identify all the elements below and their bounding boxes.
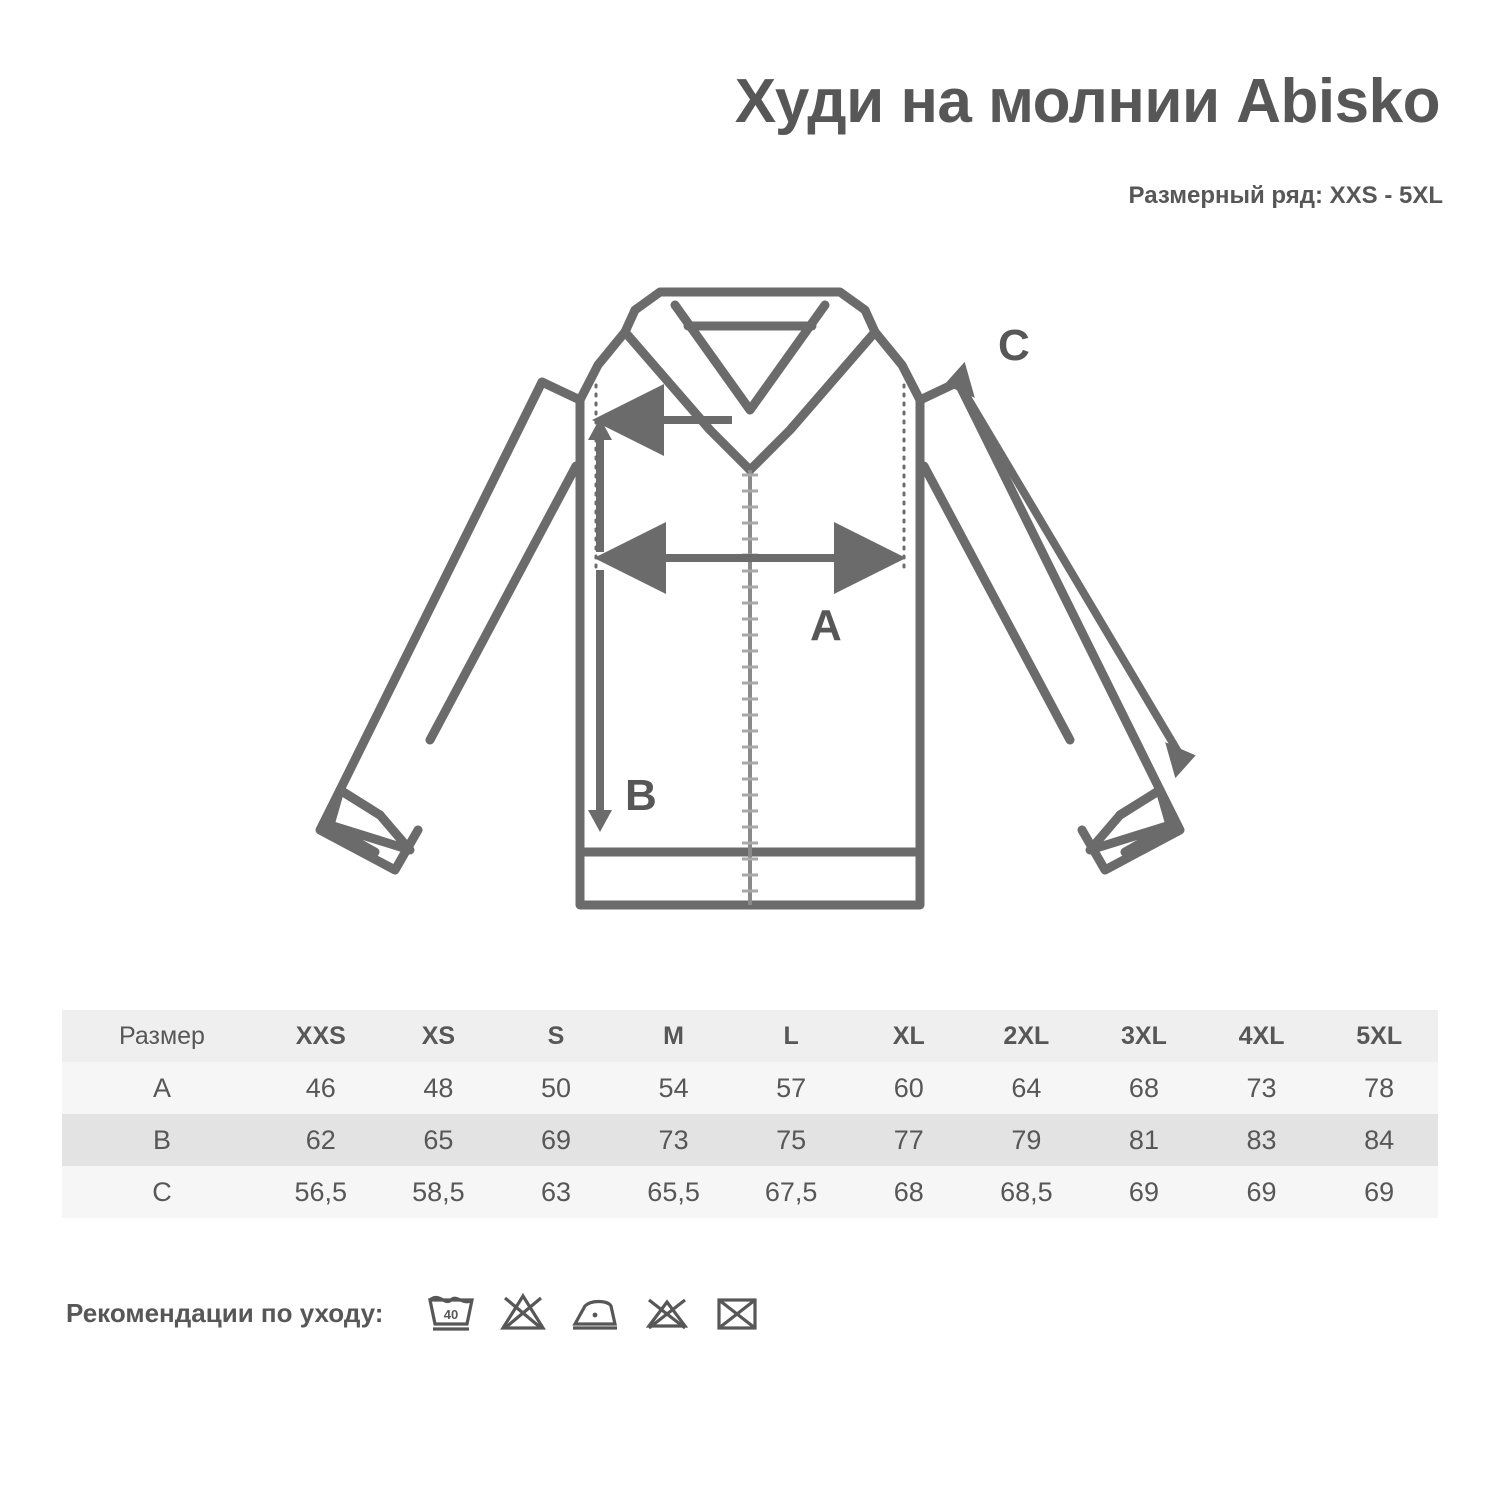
cell-a-2xl: 64 xyxy=(968,1062,1086,1114)
cell-b-xxs: 62 xyxy=(262,1114,380,1166)
care-label: Рекомендации по уходу: xyxy=(66,1297,384,1328)
header-cell-xl: XL xyxy=(850,1010,968,1062)
cell-a-4xl: 73 xyxy=(1203,1062,1321,1114)
row-label-c: C xyxy=(62,1166,262,1218)
cell-a-l: 57 xyxy=(732,1062,850,1114)
cell-c-xs: 58,5 xyxy=(380,1166,498,1218)
cell-a-xxs: 46 xyxy=(262,1062,380,1114)
cell-a-xl: 60 xyxy=(850,1062,968,1114)
care-instructions xyxy=(66,1290,761,1336)
label-a: A xyxy=(810,601,842,650)
table-row xyxy=(62,1166,1438,1218)
cell-c-xl: 68 xyxy=(850,1166,968,1218)
header-cell-2xl: 2XL xyxy=(968,1010,1086,1062)
size-range-subtitle: Размерный ряд: XXS - 5XL xyxy=(1128,182,1443,209)
cell-c-l: 67,5 xyxy=(732,1166,850,1218)
cell-b-4xl: 83 xyxy=(1203,1114,1321,1166)
cell-c-3xl: 69 xyxy=(1085,1166,1203,1218)
page-title: Худи на молнии Abisko xyxy=(734,67,1440,136)
header-cell-m: M xyxy=(615,1010,733,1062)
table-row xyxy=(62,1062,1438,1114)
cell-a-5xl: 78 xyxy=(1320,1062,1438,1114)
row-label-a: A xyxy=(62,1062,262,1114)
cell-b-3xl: 81 xyxy=(1085,1114,1203,1166)
no-bleach-icon xyxy=(499,1290,547,1336)
table-header-row xyxy=(62,1010,1438,1062)
no-dry-clean-icon xyxy=(713,1290,761,1336)
cell-a-m: 54 xyxy=(615,1062,733,1114)
cell-c-m: 65,5 xyxy=(615,1166,733,1218)
cell-c-4xl: 69 xyxy=(1203,1166,1321,1218)
cell-b-m: 73 xyxy=(615,1114,733,1166)
header-cell-l: L xyxy=(732,1010,850,1062)
cell-a-s: 50 xyxy=(497,1062,615,1114)
header-cell-4xl: 4XL xyxy=(1203,1010,1321,1062)
wash-temp-text: 40 xyxy=(444,1307,459,1322)
cell-c-5xl: 69 xyxy=(1320,1166,1438,1218)
size-table-wrapper xyxy=(62,1010,1438,1218)
cell-c-xxs: 56,5 xyxy=(262,1166,380,1218)
header-cell-size: Размер xyxy=(62,1010,262,1062)
header-cell-3xl: 3XL xyxy=(1085,1010,1203,1062)
hoodie-diagram xyxy=(280,270,1240,930)
label-c: C xyxy=(998,321,1030,370)
cell-b-xs: 65 xyxy=(380,1114,498,1166)
header-cell-xs: XS xyxy=(380,1010,498,1062)
cell-b-2xl: 79 xyxy=(968,1114,1086,1166)
size-table xyxy=(62,1010,1438,1218)
iron-low-icon xyxy=(569,1290,621,1336)
row-label-b: B xyxy=(62,1114,262,1166)
cell-b-xl: 77 xyxy=(850,1114,968,1166)
cell-c-2xl: 68,5 xyxy=(968,1166,1086,1218)
cell-a-3xl: 68 xyxy=(1085,1062,1203,1114)
cell-c-s: 63 xyxy=(497,1166,615,1218)
no-tumble-dry-icon xyxy=(643,1290,691,1336)
cell-b-5xl: 84 xyxy=(1320,1114,1438,1166)
cell-a-xs: 48 xyxy=(380,1062,498,1114)
table-row xyxy=(62,1114,1438,1166)
wash-40-icon xyxy=(425,1290,477,1336)
header-cell-5xl: 5XL xyxy=(1320,1010,1438,1062)
cell-b-s: 69 xyxy=(497,1114,615,1166)
label-b: B xyxy=(625,771,657,820)
header-cell-s: S xyxy=(497,1010,615,1062)
header-cell-xxs: XXS xyxy=(262,1010,380,1062)
care-icon-list xyxy=(425,1290,761,1336)
cell-b-l: 75 xyxy=(732,1114,850,1166)
